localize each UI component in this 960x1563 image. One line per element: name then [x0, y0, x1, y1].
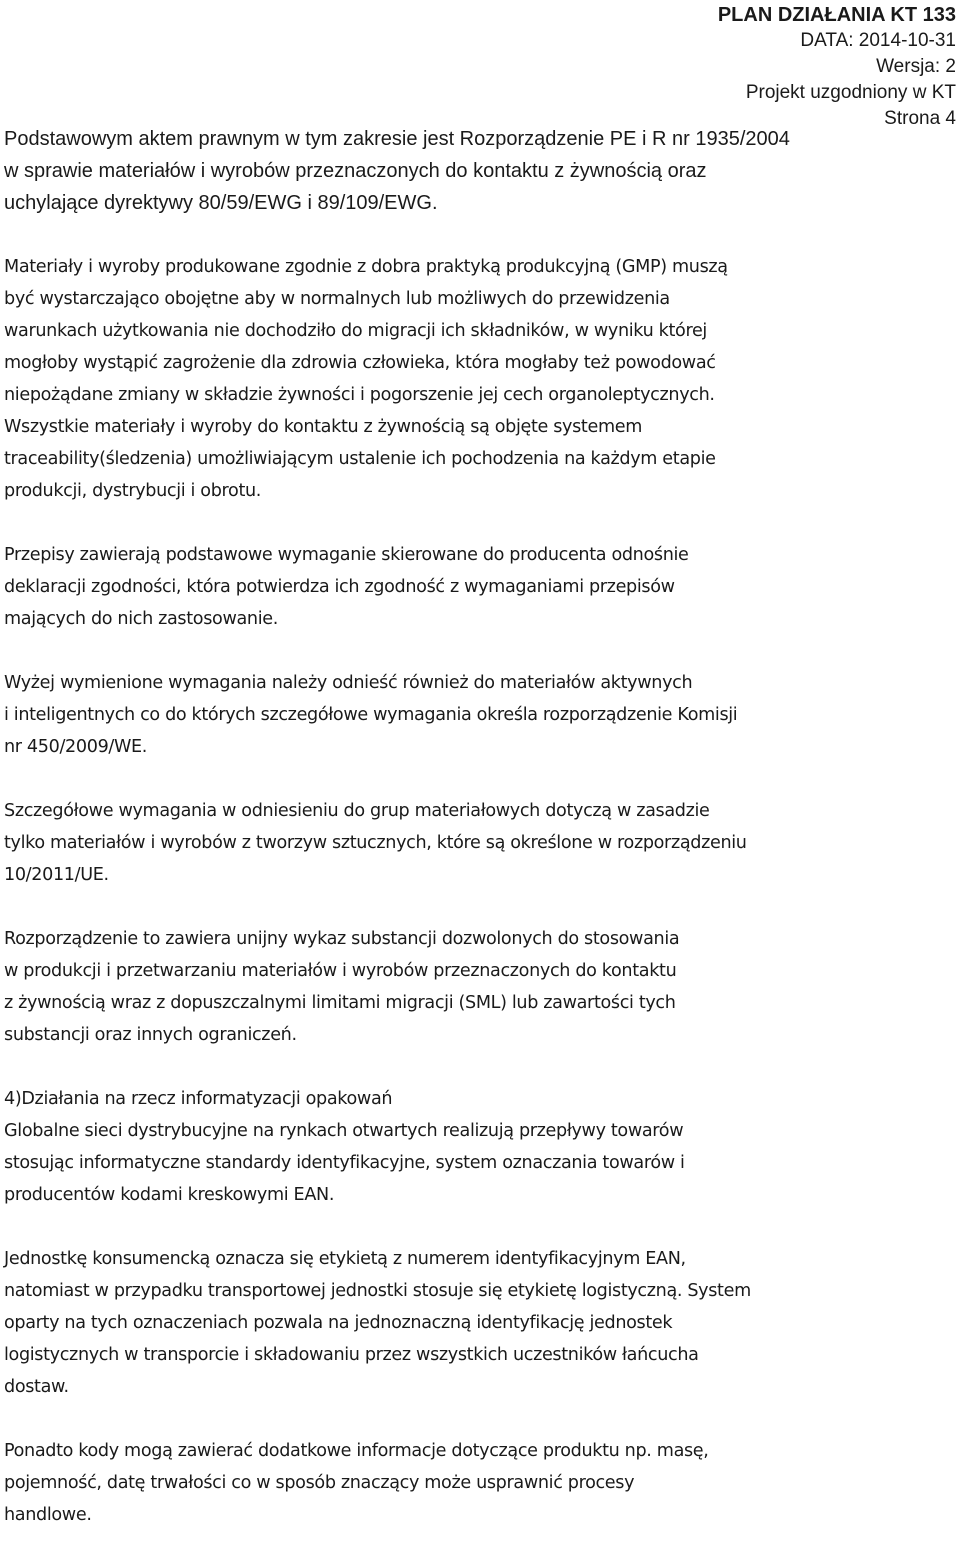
- text-line: mających do nich zastosowanie.: [4, 609, 278, 629]
- text-line: nr 450/2009/WE.: [4, 737, 148, 757]
- text-line: Materiały i wyroby produkowane zgodnie z dobra praktyką produkcyjną (GMP) muszą: [4, 257, 728, 277]
- paragraph: [4, 1243, 960, 1403]
- text-line: oparty na tych oznaczeniach pozwala na jednoznaczną identyfikację jednostek: [4, 1313, 673, 1333]
- document-header: [718, 2, 956, 132]
- text-line: być wystarczająco obojętne aby w normalnych lub możliwych do przewidzenia: [4, 289, 670, 309]
- text-line: Rozporządzenie to zawiera unijny wykaz substancji dozwolonych do stosowania: [4, 929, 680, 949]
- paragraph: [4, 667, 960, 763]
- text-line: tylko materiałów i wyrobów z tworzyw sztucznych, które są określone w rozporządzeniu: [4, 833, 747, 853]
- document-title: PLAN DZIAŁANIA KT 133: [717, 4, 956, 26]
- text-line: stosując informatyczne standardy identyfikacyjne, system oznaczania towarów i: [4, 1153, 685, 1173]
- paragraph: [4, 539, 960, 635]
- paragraph: [4, 251, 960, 507]
- text-line: niepożądane zmiany w składzie żywności i pogorszenie jej cech organoleptycznych.: [4, 385, 715, 405]
- paragraph: [4, 1435, 960, 1531]
- text-line: traceability(śledzenia) umożliwiającym ustalenie ich pochodzenia na każdym etapie: [4, 449, 716, 469]
- text-line: dostaw.: [4, 1377, 69, 1397]
- text-line: mogłoby wystąpić zagrożenie dla zdrowia człowieka, która mogłaby też powodować: [4, 353, 716, 373]
- text-line: Szczegółowe wymagania w odniesieniu do grup materiałowych dotyczą w zasadzie: [4, 801, 710, 821]
- document-version: Wersja: 2: [876, 56, 956, 77]
- text-line: z żywnością wraz z dopuszczalnymi limitami migracji (SML) lub zawartości tych: [4, 993, 676, 1013]
- document-status: Projekt uzgodniony w KT: [745, 82, 956, 103]
- text-line: i inteligentnych co do których szczegółowe wymagania określa rozporządzenie Komisji: [4, 705, 738, 725]
- text-line: produkcji, dystrybucji i obrotu.: [4, 481, 262, 501]
- text-line: natomiast w przypadku transportowej jednostki stosuje się etykietę logistyczną. System: [4, 1281, 751, 1301]
- text-line: Wyżej wymienione wymagania należy odnieść również do materiałów aktywnych: [4, 673, 693, 693]
- section-heading: 4)Działania na rzecz informatyzacji opakowań: [4, 1089, 393, 1109]
- paragraph: [4, 123, 960, 219]
- text-line: warunkach użytkowania nie dochodziło do migracji ich składników, w wyniku której: [4, 321, 707, 341]
- text-line: logistycznych w transporcie i składowaniu przez wszystkich uczestników łańcucha: [4, 1345, 699, 1365]
- paragraph: [4, 923, 960, 1051]
- document-date: DATA: 2014-10-31: [800, 30, 956, 51]
- paragraph: [4, 1083, 960, 1211]
- text-line: substancji oraz innych ograniczeń.: [4, 1025, 297, 1045]
- text-line: 10/2011/UE.: [4, 865, 109, 885]
- text-line: uchylające dyrektywy 80/59/EWG i 89/109/EWG.: [4, 192, 438, 214]
- text-line: Ponadto kody mogą zawierać dodatkowe informacje dotyczące produktu np. masę,: [4, 1441, 709, 1461]
- paragraph: [4, 795, 960, 891]
- text-line: Wszystkie materiały i wyroby do kontaktu z żywnością są objęte systemem: [4, 417, 642, 437]
- text-line: Przepisy zawierają podstawowe wymaganie skierowane do producenta odnośnie: [4, 545, 689, 565]
- text-line: deklaracji zgodności, która potwierdza ich zgodność z wymaganiami przepisów: [4, 577, 675, 597]
- text-line: handlowe.: [4, 1505, 92, 1525]
- text-line: Podstawowym aktem prawnym w tym zakresie jest Rozporządzenie PE i R nr 1935/2004: [4, 128, 790, 150]
- document-body: [4, 123, 960, 1563]
- text-line: Jednostkę konsumencką oznacza się etykietą z numerem identyfikacyjnym EAN,: [4, 1249, 686, 1269]
- text-line: Globalne sieci dystrybucyjne na rynkach otwartych realizują przepływy towarów: [4, 1121, 684, 1141]
- page-number: Strona 4: [884, 108, 956, 129]
- text-line: w produkcji i przetwarzaniu materiałów i wyrobów przeznaczonych do kontaktu: [4, 961, 677, 981]
- text-line: producentów kodami kreskowymi EAN.: [4, 1185, 335, 1205]
- text-line: w sprawie materiałów i wyrobów przeznaczonych do kontaktu z żywnością oraz: [4, 160, 707, 182]
- text-line: pojemność, datę trwałości co w sposób znaczący może usprawnić procesy: [4, 1473, 635, 1493]
